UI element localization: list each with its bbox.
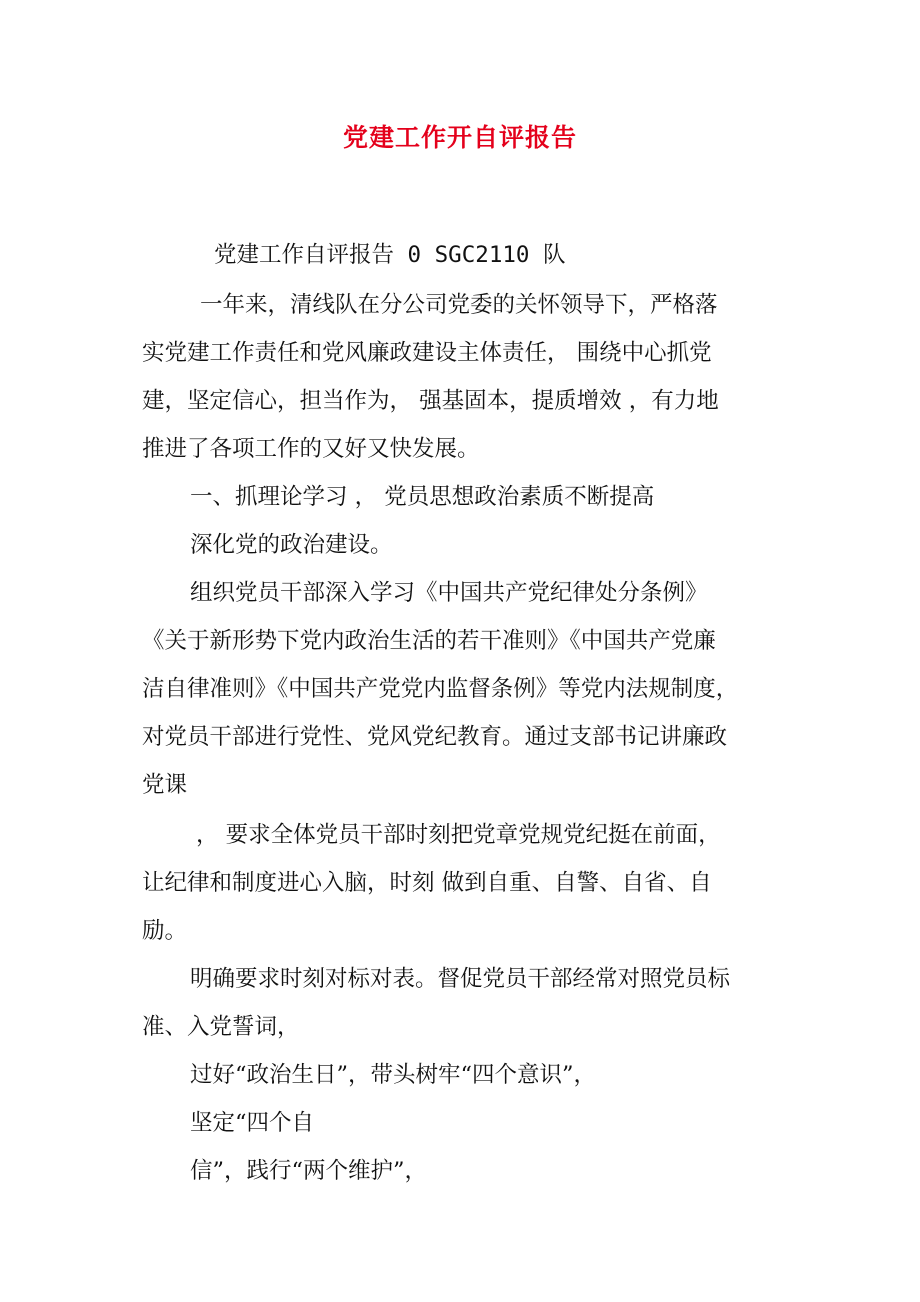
paragraph-line: 一年来，清线队在分公司党委的关怀领导下，严格落 <box>200 292 718 318</box>
paragraph-line: 党课 <box>142 772 188 798</box>
paragraph-line: 过好“政治生日”，带头树牢“四个意识”， <box>190 1062 597 1088</box>
paragraph-line: 推进了各项工作的又好又快发展。 <box>142 436 480 462</box>
paragraph-line: 坚定“四个自 <box>190 1110 315 1136</box>
paragraph-line: 《关于新形势下党内政治生活的若干准则》《中国共产党廉 <box>142 628 716 654</box>
paragraph-line: 洁自律准则》《中国共产党党内监督条例》等党内法规制度， <box>142 676 739 702</box>
paragraph-line-heading: 党建工作自评报告 0 SGC2110 队 <box>214 242 566 268</box>
section-heading: 一、抓理论学习 ， 党员思想政治素质不断提高 <box>190 484 655 510</box>
paragraph-line: 对党员干部进行党性、党风党纪教育。通过支部书记讲廉政 <box>142 724 728 750</box>
paragraph-line: 实党建工作责任和党风廉政建设主体责任， 围绕中心抓党 <box>142 340 712 366</box>
paragraph-line: 组织党员干部深入学习《中国共产党纪律处分条例》 <box>190 580 708 606</box>
paragraph-line: ， 要求全体党员干部时刻把党章党规党纪挺在前面， <box>196 822 721 848</box>
paragraph-line: 明确要求时刻对标对表。督促党员干部经常对照党员标 <box>190 966 731 992</box>
paragraph-line: 建，坚定信心，担当作为， 强基固本，提质增效 ，有力地 <box>142 388 719 414</box>
paragraph-line: 深化党的政治建设。 <box>190 532 393 558</box>
paragraph-line: 准、入党誓词， <box>142 1014 300 1040</box>
document-title: 党建工作开自评报告 <box>342 123 577 152</box>
paragraph-line: 信”，践行“两个维护”， <box>190 1158 428 1184</box>
paragraph-line: 励。 <box>142 918 188 944</box>
paragraph-line: 让纪律和制度进心入脑，时刻 做到自重、自警、自省、自 <box>142 870 712 896</box>
